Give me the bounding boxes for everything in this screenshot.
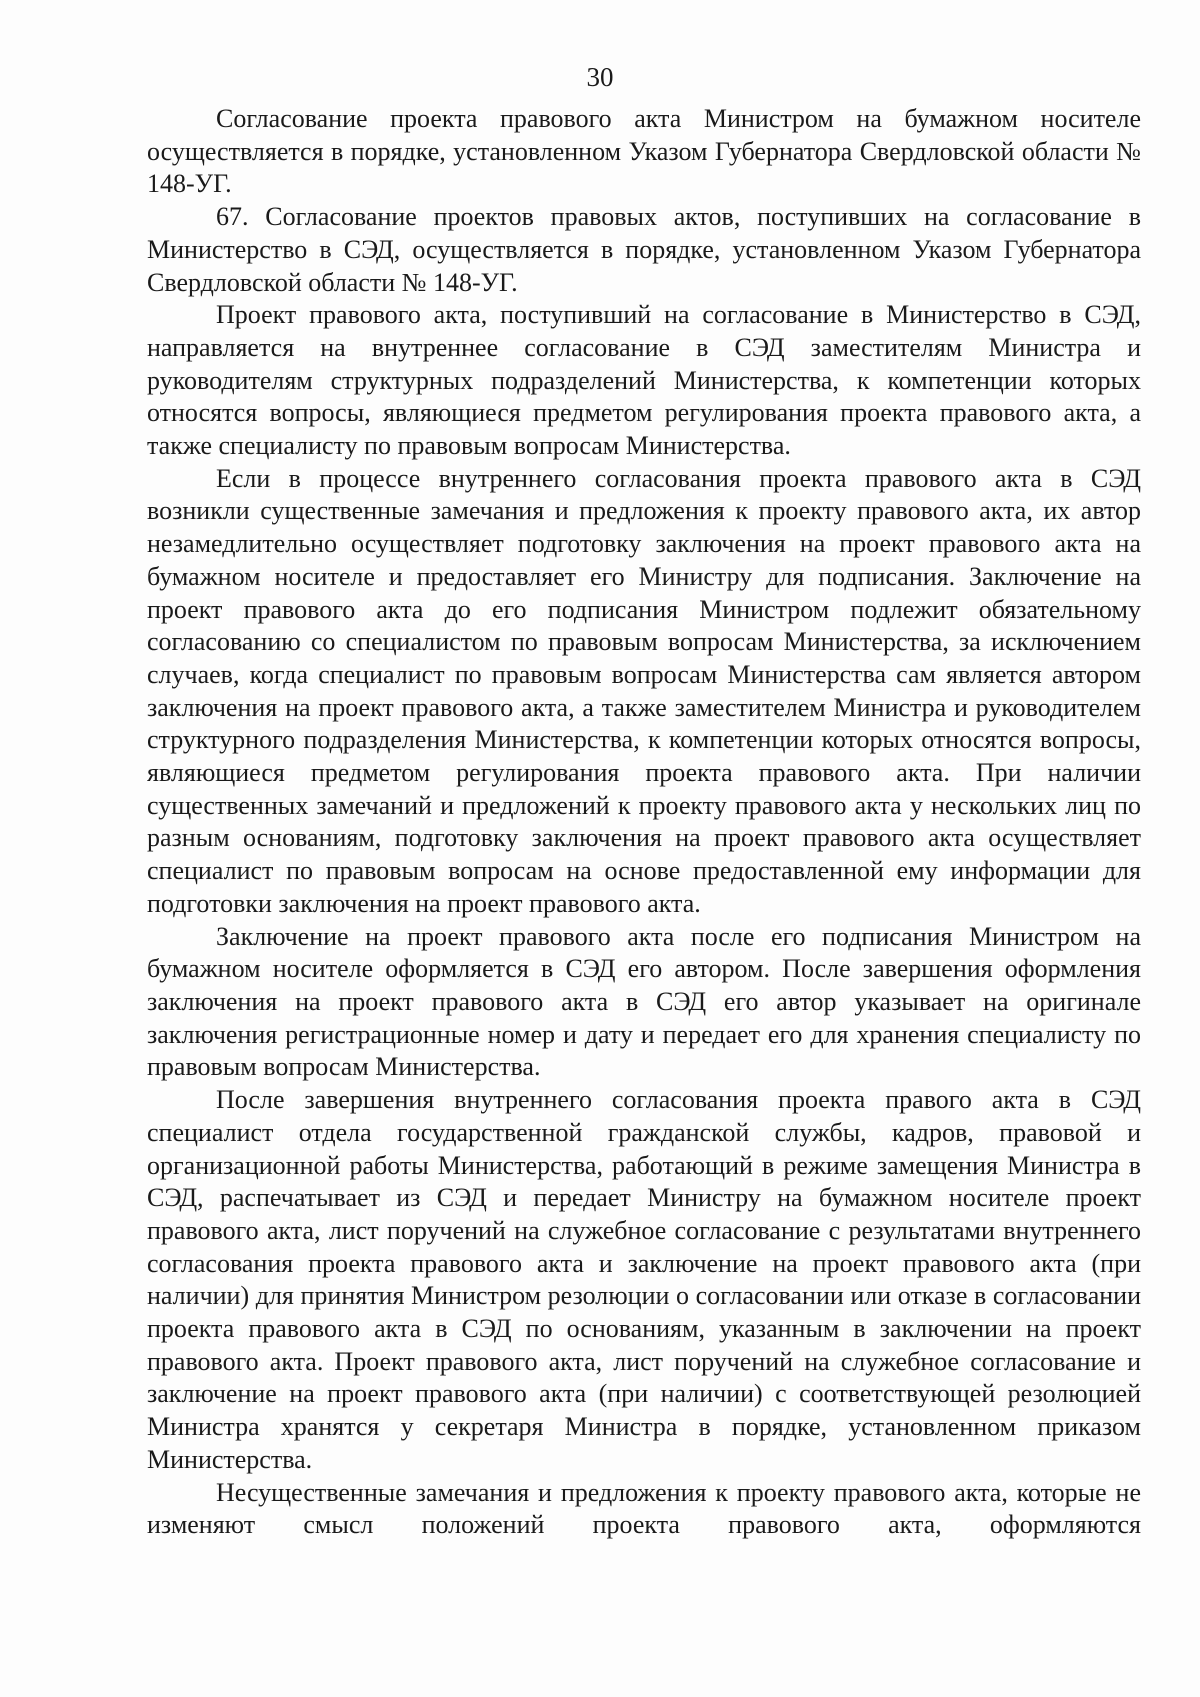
page-number: 30	[586, 62, 614, 92]
document-body	[147, 103, 1141, 1542]
paragraph: 67. Согласование проектов правовых актов, поступивших на согласование в Министерство в СЭД, осуществляется в порядке, установленном Указом Губернатора Свердловской области № 148-УГ.	[147, 202, 1141, 297]
paragraph: После завершения внутреннего согласования проекта правого акта в СЭД специалист отдела государственной гражданской службы, кадров, правовой и организационной работы Министерства, работающий в режиме замещения Министра в СЭД, распечатывает из СЭД и передает Министру на бумажном носителе проект правового акта, лист поручений на служебное согласование с результатами внутреннего согласования проекта правового акта и заключение на проект правового акта (при наличии) для принятия Министром резолюции о согласовании или отказе в согласовании проекта правового акта в СЭД по основаниям, указанным в заключении на проект правового акта. Проект правового акта, лист поручений на служебное согласование и заключение на проект правового акта (при наличии) с соответствующей резолюцией Министра хранятся у секретаря Министра в порядке, установленном приказом Министерства.	[147, 1085, 1141, 1474]
paragraph: Проект правового акта, поступивший на согласование в Министерство в СЭД, направляется на внутреннее согласование в СЭД заместителям Министра и руководителям структурных подразделений Министерства, к компетенции которых относятся вопросы, являющиеся предметом регулирования проекта правового акта, а также специалисту по правовым вопросам Министерства.	[147, 300, 1141, 461]
paragraph-last: Несущественные замечания и предложения к проекту правового акта, которые не изменяют смысл положений проекта правового акта, оформляются	[147, 1477, 1141, 1540]
paragraph: Согласование проекта правового акта Министром на бумажном носителе осуществляется в порядке, установленном Указом Губернатора Свердловской области № 148-УГ.	[147, 104, 1141, 199]
paragraph: Если в процессе внутреннего согласования проекта правового акта в СЭД возникли существенные замечания и предложения к проекту правового акта, их автор незамедлительно осуществляет подготовку заключения на проект правового акта на бумажном носителе и предоставляет его Министру для подписания. Заключение на проект правового акта до его подписания Министром подлежит обязательному согласованию со специалистом по правовым вопросам Министерства, за исключением случаев, когда специалист по правовым вопросам Министерства сам является автором заключения на проект правового акта, а также заместителем Министра и руководителем структурного подразделения Министерства, к компетенции которых относятся вопросы, являющиеся предметом регулирования проекта правового акта. При наличии существенных замечаний и предложений к проекту правового акта у нескольких лиц по разным основаниям, подготовку заключения на проект правового акта осуществляет специалист по правовым вопросам на основе предоставленной ему информации для подготовки заключения на проект правового акта.	[147, 463, 1141, 918]
paragraph: Заключение на проект правового акта после его подписания Министром на бумажном носителе оформляется в СЭД его автором. После завершения оформления заключения на проект правового акта в СЭД его автор указывает на оригинале заключения регистрационные номер и дату и передает его для хранения специалисту по правовым вопросам Министерства.	[147, 921, 1141, 1082]
